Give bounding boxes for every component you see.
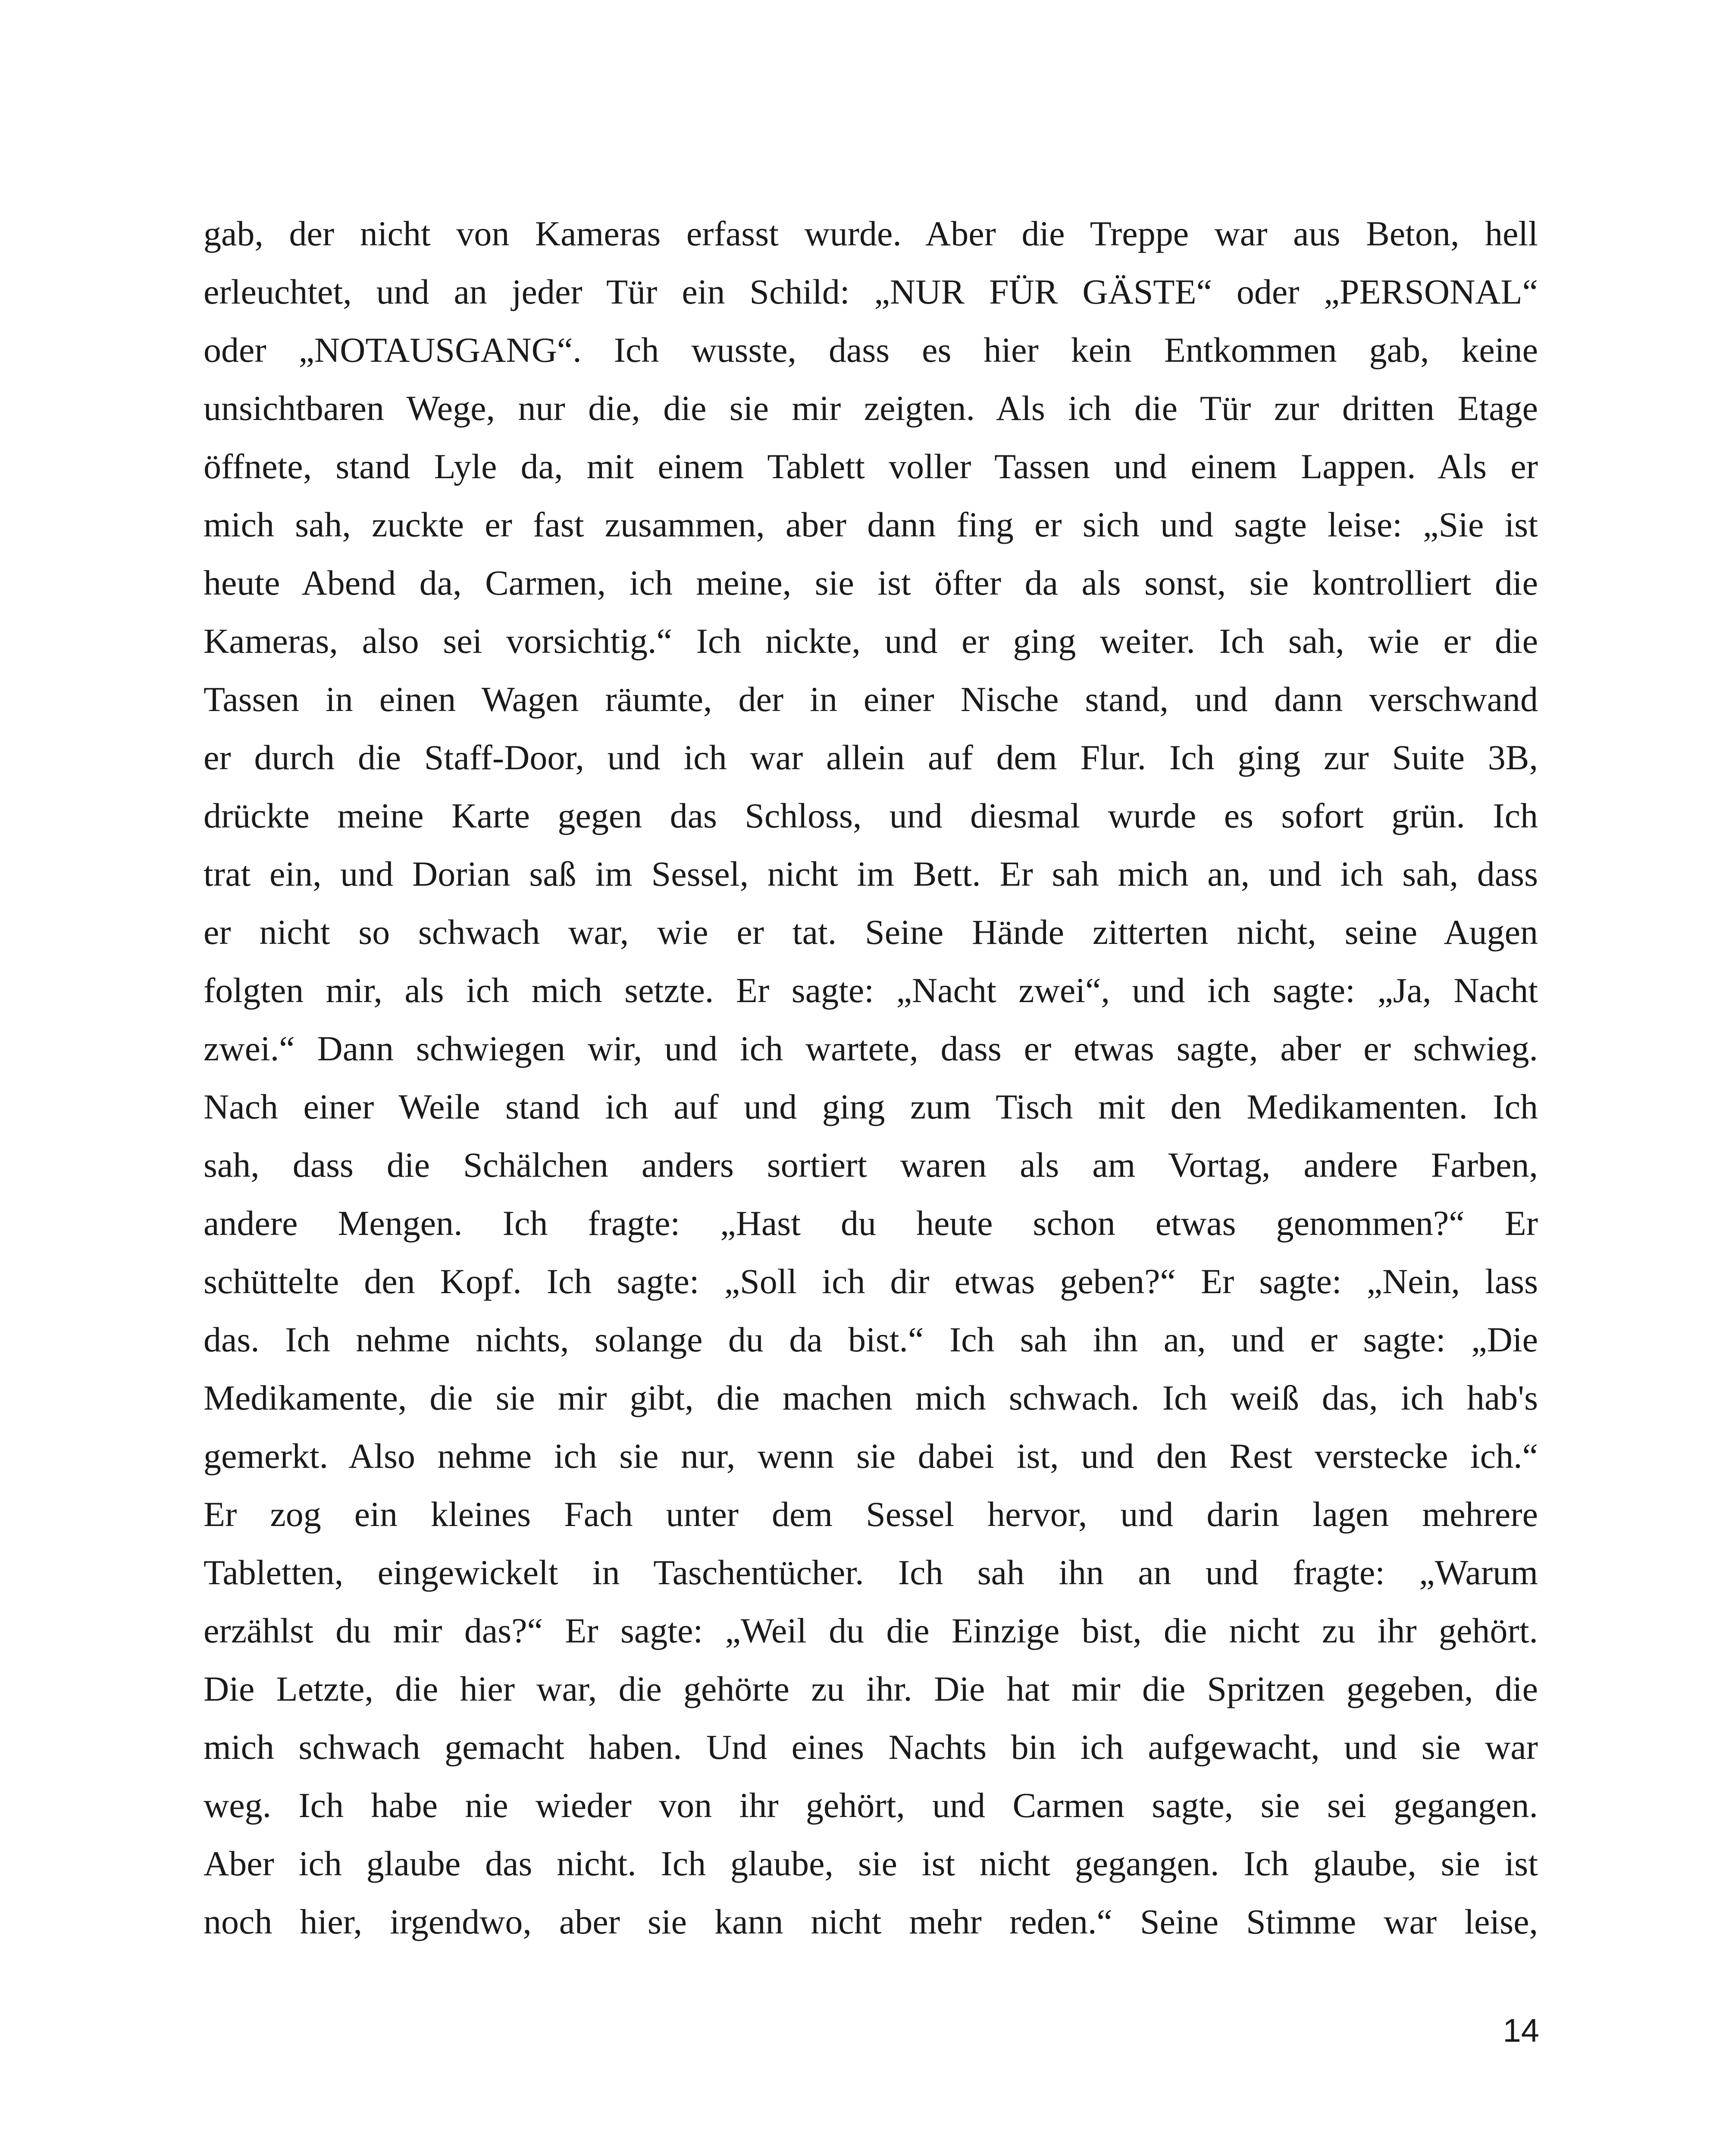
text-line: erleuchtet, und an jeder Tür ein Schild: „NUR FÜR GÄSTE“ oder „PERSONAL“ [204, 272, 1538, 311]
text-line: heute Abend da, Carmen, ich meine, sie ist öfter da als sonst, sie kontrolliert die [204, 563, 1538, 602]
text-line: noch hier, irgendwo, aber sie kann nicht mehr reden.“ Seine Stimme war leise, [204, 1902, 1538, 1941]
text-line: drückte meine Karte gegen das Schloss, und diesmal wurde es sofort grün. Ich [204, 796, 1538, 835]
text-line: öffnete, stand Lyle da, mit einem Tablett voller Tassen und einem Lappen. Als er [204, 447, 1538, 486]
text-line: oder „NOTAUSGANG“. Ich wusste, dass es hier kein Entkommen gab, keine [204, 330, 1538, 370]
text-line: andere Mengen. Ich fragte: „Hast du heute schon etwas genommen?“ Er [204, 1203, 1538, 1243]
body-text [204, 204, 1538, 1951]
text-line: er nicht so schwach war, wie er tat. Seine Hände zitterten nicht, seine Augen [204, 912, 1538, 952]
text-line: das. Ich nehme nichts, solange du da bist.“ Ich sah ihn an, und er sagte: „Die [204, 1320, 1538, 1359]
text-line: Nach einer Weile stand ich auf und ging zum Tisch mit den Medikamenten. Ich [204, 1087, 1538, 1126]
text-line: mich sah, zuckte er fast zusammen, aber dann fing er sich und sagte leise: „Sie ist [204, 505, 1538, 544]
text-line: gab, der nicht von Kameras erfasst wurde. Aber die Treppe war aus Beton, hell [204, 214, 1538, 253]
text-line: Aber ich glaube das nicht. Ich glaube, sie ist nicht gegangen. Ich glaube, sie ist [204, 1844, 1538, 1883]
text-line: sah, dass die Schälchen anders sortiert waren als am Vortag, andere Farben, [204, 1145, 1538, 1185]
text-line: unsichtbaren Wege, nur die, die sie mir zeigten. Als ich die Tür zur dritten Etage [204, 389, 1538, 428]
text-line: gemerkt. Also nehme ich sie nur, wenn sie dabei ist, und den Rest verstecke ich.“ [204, 1436, 1538, 1476]
text-line: er durch die Staff-Door, und ich war allein auf dem Flur. Ich ging zur Suite 3B, [204, 738, 1538, 777]
text-line: Tassen in einen Wagen räumte, der in einer Nische stand, und dann verschwand [204, 680, 1538, 719]
text-line: Tabletten, eingewickelt in Taschentücher. Ich sah ihn an und fragte: „Warum [204, 1553, 1538, 1592]
text-line: schüttelte den Kopf. Ich sagte: „Soll ich dir etwas geben?“ Er sagte: „Nein, lass [204, 1262, 1538, 1301]
text-line: zwei.“ Dann schwiegen wir, und ich wartete, dass er etwas sagte, aber er schwieg. [204, 1029, 1538, 1068]
text-line: trat ein, und Dorian saß im Sessel, nicht im Bett. Er sah mich an, und ich sah, dass [204, 854, 1538, 893]
text-line: weg. Ich habe nie wieder von ihr gehört, und Carmen sagte, sie sei gegangen. [204, 1786, 1538, 1825]
text-line: Kameras, also sei vorsichtig.“ Ich nickte, und er ging weiter. Ich sah, wie er die [204, 621, 1538, 661]
text-line: Medikamente, die sie mir gibt, die machen mich schwach. Ich weiß das, ich hab's [204, 1378, 1538, 1417]
page-number: 14 [1503, 2012, 1539, 2049]
text-line: Die Letzte, die hier war, die gehörte zu ihr. Die hat mir die Spritzen gegeben, die [204, 1669, 1538, 1708]
text-line: Er zog ein kleines Fach unter dem Sessel hervor, und darin lagen mehrere [204, 1495, 1538, 1534]
text-line: erzählst du mir das?“ Er sagte: „Weil du die Einzige bist, die nicht zu ihr gehört. [204, 1611, 1538, 1650]
text-line: mich schwach gemacht haben. Und eines Nachts bin ich aufgewacht, und sie war [204, 1727, 1538, 1767]
text-line: folgten mir, als ich mich setzte. Er sagte: „Nacht zwei“, und ich sagte: „Ja, Nacht [204, 971, 1538, 1010]
